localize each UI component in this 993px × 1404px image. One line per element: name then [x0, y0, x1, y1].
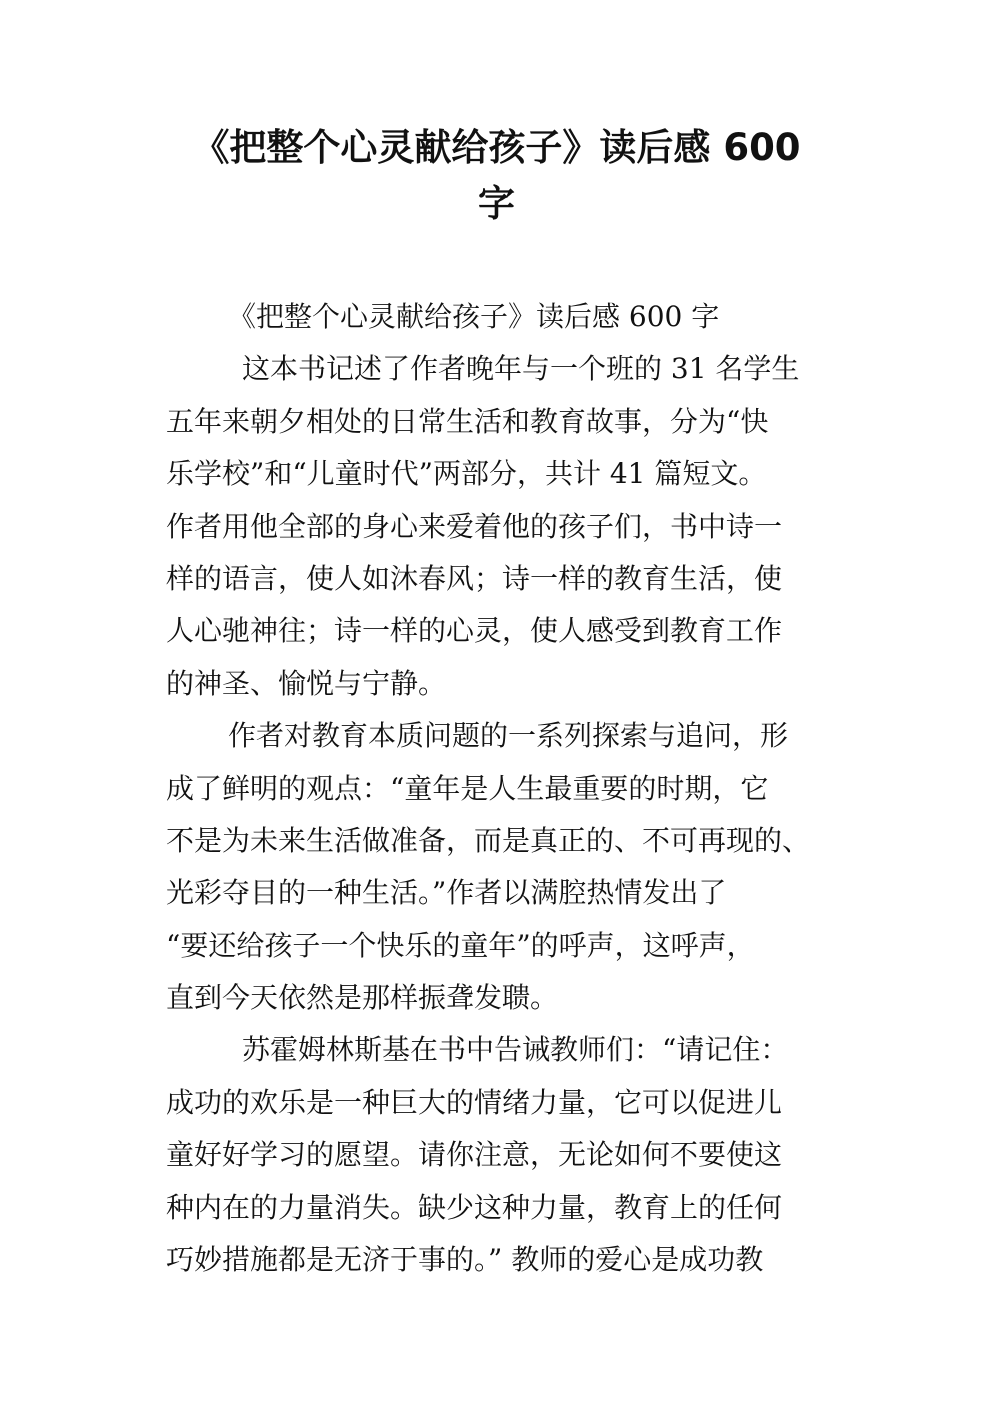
- paragraph-line: 成功的欢乐是一种巨大的情绪力量，它可以促进儿: [166, 1085, 783, 1119]
- paragraph-line: 作者对教育本质问题的一系列探索与追问，形: [228, 719, 789, 753]
- paragraph-line: 光彩夺目的一种生活。”作者以满腔热情发出了: [166, 876, 727, 910]
- paragraph-line: 五年来朝夕相处的日常生活和教育故事，分为“快: [166, 404, 769, 438]
- paragraph-line: 的神圣、愉悦与宁静。: [166, 666, 447, 700]
- title-line-2: 字: [478, 182, 515, 225]
- paragraph-line: 巧妙措施都是无济于事的。” 教师的爱心是成功教: [166, 1243, 764, 1277]
- document-body: [166, 291, 846, 1286]
- paragraph-line: 童好好学习的愿望。请你注意，无论如何不要使这: [166, 1138, 783, 1172]
- paragraph-line: “要还给孩子一个快乐的童年”的呼声，这呼声，: [166, 928, 755, 962]
- document-title: [150, 120, 843, 232]
- paragraph-line: 直到今天依然是那样振聋发聩。: [166, 981, 559, 1015]
- paragraph-line: 不是为未来生活做准备，而是真正的、不可再现的、: [166, 823, 811, 857]
- paragraph-line: 作者用他全部的身心来爱着他的孩子们，书中诗一: [166, 509, 783, 543]
- paragraph-line: 成了鲜明的观点：“童年是人生最重要的时期，它: [166, 771, 769, 805]
- paragraph-line: 人心驰神往；诗一样的心灵，使人感受到教育工作: [166, 614, 783, 648]
- paragraph-line: 苏霍姆林斯基在书中告诫教师们：“请记住：: [242, 1033, 789, 1067]
- title-line-1: 《把整个心灵献给孩子》读后感 600: [192, 126, 801, 169]
- paragraph-line: 种内在的力量消失。缺少这种力量，教育上的任何: [166, 1190, 783, 1224]
- subtitle-line: 《把整个心灵献给孩子》读后感 600 字: [228, 300, 720, 333]
- paragraph-line: 乐学校”和“儿童时代”两部分，共计 41 篇短文。: [166, 457, 767, 491]
- paragraph-line: 这本书记述了作者晚年与一个班的 31 名学生: [242, 352, 800, 386]
- paragraph-line: 样的语言，使人如沐春风；诗一样的教育生活，使: [166, 561, 783, 595]
